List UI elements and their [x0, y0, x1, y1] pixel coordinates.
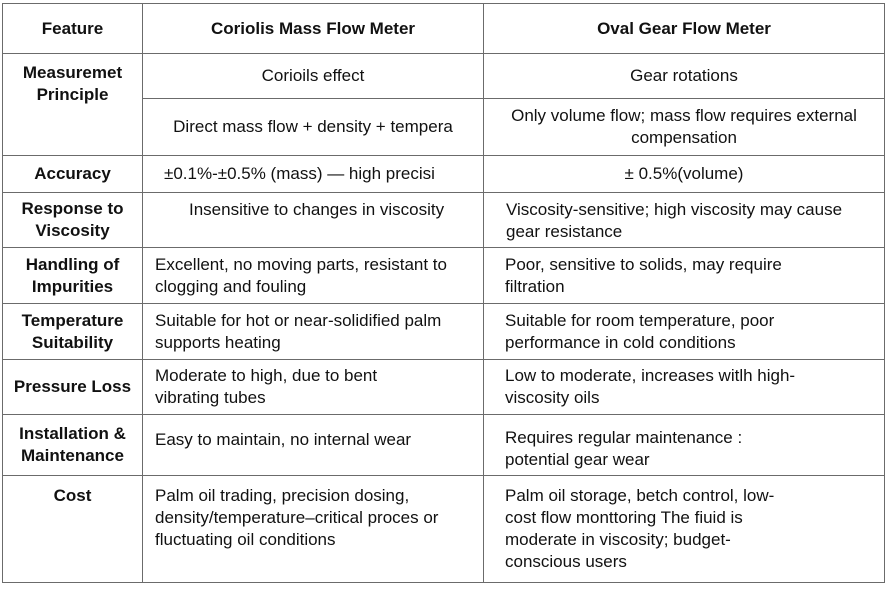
feature-cell: Accuracy: [3, 156, 143, 193]
coriolis-cell: Corioils effect: [143, 54, 484, 99]
oval-cell: Gear rotations: [484, 54, 885, 99]
feature-cell: Installation & Maintenance: [3, 415, 143, 476]
feature-cell: Temperature Suitability: [3, 304, 143, 360]
coriolis-cell: Insensitive to changes in viscosity: [143, 193, 484, 248]
header-row: [3, 4, 885, 54]
coriolis-cell: Palm oil trading, precision dosing, density/temperature–critical proces or fluctuating oil conditions: [143, 476, 484, 583]
oval-cell: ± 0.5%(volume): [484, 156, 885, 193]
header-feature: Feature: [3, 4, 143, 54]
coriolis-cell: Excellent, no moving parts, resistant to clogging and fouling: [143, 248, 484, 304]
oval-cell: Poor, sensitive to solids, may require filtration: [484, 248, 885, 304]
coriolis-cell: Easy to maintain, no internal wear: [143, 415, 484, 476]
table-row: [3, 248, 885, 304]
feature-cell: Measuremet Principle: [3, 54, 143, 156]
table-row: [3, 360, 885, 415]
oval-cell: Viscosity-sensitive; high viscosity may cause gear resistance: [484, 193, 885, 248]
table-row: [3, 476, 885, 583]
header-coriolis: Coriolis Mass Flow Meter: [143, 4, 484, 54]
feature-cell: Pressure Loss: [3, 360, 143, 415]
oval-cell: Requires regular maintenance : potential gear wear: [484, 415, 885, 476]
table-row: [3, 54, 885, 99]
oval-cell: Only volume flow; mass flow requires external compensation: [484, 99, 885, 156]
table-row: [3, 415, 885, 476]
coriolis-cell: Moderate to high, due to bent vibrating tubes: [143, 360, 484, 415]
coriolis-cell: ±0.1%-±0.5% (mass) — high precisi: [143, 156, 484, 193]
feature-cell: Handling of Impurities: [3, 248, 143, 304]
header-oval-gear: Oval Gear Flow Meter: [484, 4, 885, 54]
table-row: [3, 304, 885, 360]
coriolis-cell: Direct mass flow + density + tempera: [143, 99, 484, 156]
oval-cell: Low to moderate, increases witlh high-viscosity oils: [484, 360, 885, 415]
table-row: [3, 193, 885, 248]
comparison-table: [2, 3, 885, 583]
feature-cell: Cost: [3, 476, 143, 583]
oval-cell: Suitable for room temperature, poor performance in cold conditions: [484, 304, 885, 360]
feature-cell: Response to Viscosity: [3, 193, 143, 248]
coriolis-cell: Suitable for hot or near-solidified palm supports heating: [143, 304, 484, 360]
table-row: [3, 156, 885, 193]
oval-cell: Palm oil storage, betch control, low-cost flow monttoring The fiuid is moderate in viscosity; budget-conscious users: [484, 476, 885, 583]
